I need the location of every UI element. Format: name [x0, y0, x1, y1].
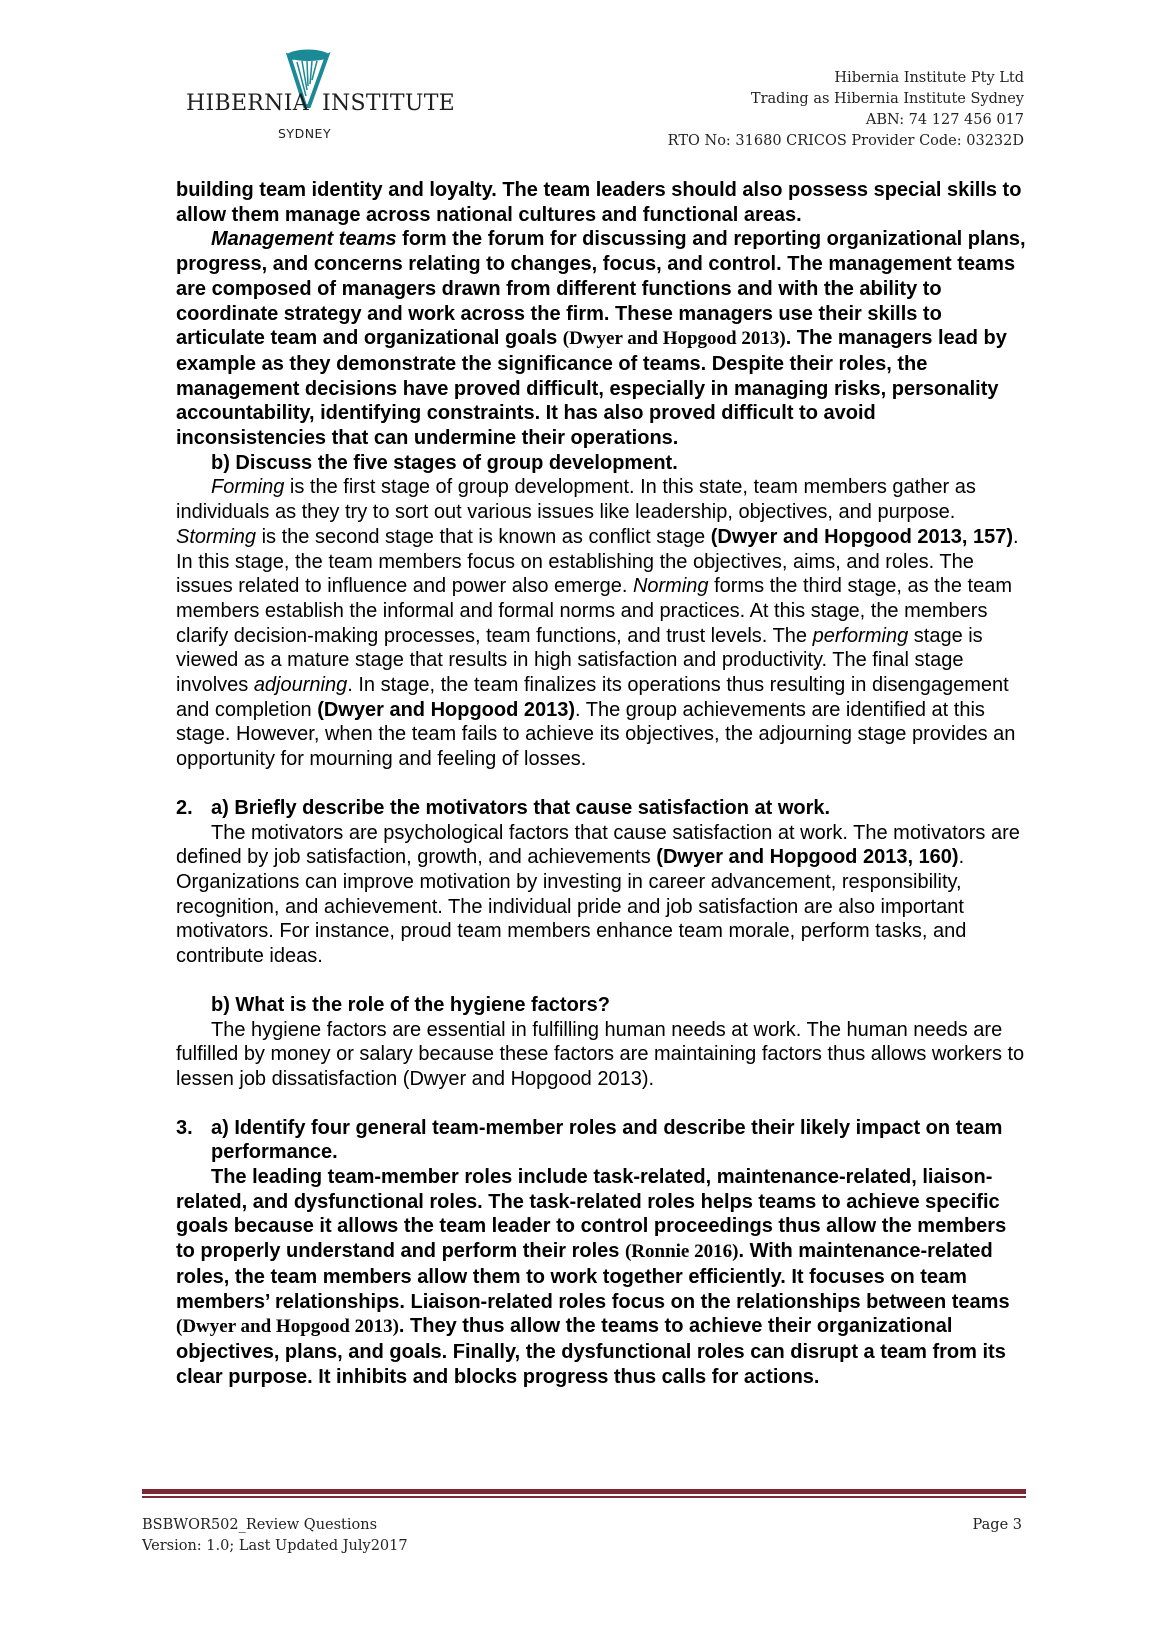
term-management-teams: Management teams	[211, 228, 397, 251]
logo-text-hibernia: HIBERNIA	[186, 91, 309, 116]
text-span: form the forum for discussing and reporting organizational plans, progress, and concerns relating to changes, focus, and control. The management teams are composed of managers drawn from different functions and with the ability to coordinate strategy and work across the firm. These managers use their skills to articulate team and organizational goals	[176, 228, 1026, 350]
paragraph-management-teams	[176, 227, 1028, 450]
logo-text-sydney: SYDNEY	[278, 126, 332, 141]
term-norming: Norming	[632, 575, 709, 598]
question-2a-heading	[176, 796, 1028, 821]
paragraph-motivators	[176, 821, 1028, 969]
footer-doc-info	[142, 1515, 408, 1557]
footer-page-number: Page 3	[972, 1517, 1022, 1533]
question-number: 2.	[176, 796, 193, 819]
footer-rule-thin	[142, 1496, 1026, 1498]
paragraph-hygiene-factors: The hygiene factors are essential in fulfilling human needs at work. The human needs are fulfilled by money or salary because these factors are maintaining factors thus allows workers to lessen job dissatisfaction (Dwyer and Hopgood 2013).	[176, 1018, 1025, 1090]
company-name: Hibernia Institute Pty Ltd	[834, 70, 1024, 86]
footer-doc-name: BSBWOR502_Review Questions	[142, 1517, 378, 1533]
company-info	[668, 68, 1024, 152]
question-number: 3.	[176, 1116, 193, 1139]
question-2b-heading: b) What is the role of the hygiene factors?	[211, 993, 610, 1016]
text-span: is the second stage that is known as conflict stage	[256, 525, 711, 548]
citation: (Dwyer and Hopgood 2013)	[317, 698, 576, 721]
term-adjourning: adjourning	[253, 674, 348, 697]
question-text: a) Briefly describe the motivators that cause satisfaction at work.	[211, 796, 831, 819]
citation: (Dwyer and Hopgood 2013, 160)	[656, 846, 959, 869]
text-span: . They thus allow the teams to achieve their organizational objectives, plans, and goals. Finally, the dysfunctional roles can disrupt a team from its clear purpose. It inhibits and blocks progress thus calls for actions.	[176, 1315, 1006, 1388]
paragraph-team-identity: building team identity and loyalty. The team leaders should also possess special skills to allow them manage across national cultures and functional areas.	[176, 179, 1022, 226]
term-storming: Storming	[176, 525, 257, 548]
document-body	[176, 178, 1028, 1389]
trading-name: Trading as Hibernia Institute Sydney	[750, 91, 1024, 107]
term-performing: performing	[812, 624, 909, 647]
text-span: . In this stage, the team members focus on establishing the objectives, aims, and roles. The issues related to influence and power also emerge.	[176, 525, 1019, 598]
text-span: . The managers lead by example as they demonstrate the significance of teams. Despite their roles, the management decisions have proved difficult, especially in managing risks, personality accountability, identifying constraints. It has also proved difficult to avoid inconsistencies that can undermine their operations.	[176, 327, 1007, 450]
citation: (Dwyer and Hopgood 2013)	[176, 1316, 399, 1338]
abn: ABN: 74 127 456 017	[865, 112, 1024, 128]
footer-rule	[142, 1489, 1026, 1494]
footer-version: Version: 1.0; Last Updated July2017	[142, 1538, 408, 1554]
text-span: . In stage, the team finalizes its operations thus resulting in disengagement and completion	[176, 674, 1009, 721]
citation: (Ronnie 2016)	[624, 1241, 739, 1263]
question-text: a) Identify four general team-member roles and describe their likely impact on team performance.	[211, 1116, 1003, 1164]
paragraph-group-stages	[176, 475, 1028, 771]
text-span: . Organizations can improve motivation by investing in career advancement, responsibility, recognition, and achievement. The individual pride and job satisfaction are also important motivators. For instance, proud team members enhance team morale, perform tasks, and contribute ideas.	[176, 846, 967, 968]
question-3a-heading	[176, 1116, 1028, 1165]
text-span: . With maintenance-related roles, the team members allow them to work together efficiently. It focuses on team members’ relationships. Liaison-related roles focus on the relationships between teams	[176, 1240, 1010, 1313]
citation: (Dwyer and Hopgood 2013)	[562, 328, 786, 350]
text-span: stage is viewed as a mature stage that results in high satisfaction and productivity. The final stage involves	[176, 624, 983, 697]
institute-logo	[186, 44, 456, 144]
text-span: . The group achievements are identified at this stage. However, when the team fails to achieve its objectives, the adjourning stage provides an opportunity for mourning and feeling of losses.	[176, 698, 1016, 771]
text-span: is the first stage of group development. In this state, team members gather as individuals as they try to sort out various issues like leadership, objectives, and purpose.	[176, 476, 976, 524]
text-span: The motivators are psychological factors that cause satisfaction at work. The motivators are defined by job satisfaction, growth, and achievements	[176, 821, 1020, 869]
text-span: The leading team-member roles include task-related, maintenance-related, liaison-related, and dysfunctional roles. The task-related roles helps teams to achieve specific goals because it allows the team leader to control proceedings thus allow the members to properly understand and perform their roles	[176, 1166, 1007, 1263]
rto-cricos: RTO No: 31680 CRICOS Provider Code: 03232D	[667, 133, 1024, 149]
question-1b-heading: b) Discuss the five stages of group development.	[211, 451, 678, 474]
term-forming: Forming	[211, 476, 285, 499]
logo-text-institute: INSTITUTE	[322, 91, 456, 116]
paragraph-team-roles	[176, 1165, 1028, 1389]
citation: (Dwyer and Hopgood 2013, 157)	[710, 525, 1014, 548]
text-span: forms the third stage, as the team members establish the informal and formal norms and practices. At this stage, the members clarify decision-making processes, team functions, and trust levels. The	[176, 575, 1012, 647]
